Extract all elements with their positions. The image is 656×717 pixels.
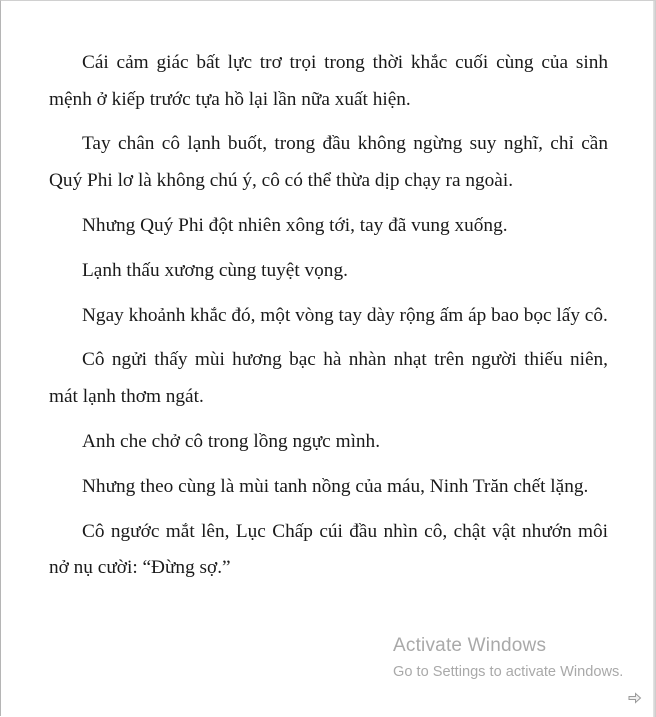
activate-windows-watermark: [393, 633, 623, 683]
paragraph: Cái cảm giác bất lực trơ trọi trong thời khắc cuối cùng của sinh mệnh ở kiếp trước tựa hồ lại lần nữa xuất hiện.: [49, 52, 608, 110]
arrow-right-icon: [628, 692, 642, 704]
paragraph: Ngay khoảnh khắc đó, một vòng tay dày rộng ấm áp bao bọc lấy cô.: [82, 304, 608, 326]
paragraph: Lạnh thấu xương cùng tuyệt vọng.: [82, 259, 348, 281]
paragraph: Anh che chở cô trong lồng ngực mình.: [82, 430, 381, 452]
paragraph: Nhưng theo cùng là mùi tanh nồng của máu, Ninh Trăn chết lặng.: [82, 475, 589, 497]
document-body: [49, 45, 608, 595]
paragraph: Nhưng Quý Phi đột nhiên xông tới, tay đã vung xuống.: [82, 214, 508, 236]
paragraph: Cô ngửi thấy mùi hương bạc hà nhàn nhạt trên người thiếu niên, mát lạnh thơm ngát.: [49, 349, 608, 407]
watermark-title: Activate Windows: [393, 635, 547, 656]
paragraph: Cô ngước mắt lên, Lục Chấp cúi đầu nhìn cô, chật vật nhướn môi nở nụ cười: “Đừng sợ.”: [49, 520, 608, 579]
watermark-subtitle: Go to Settings to activate Windows.: [393, 664, 624, 680]
paragraph: Tay chân cô lạnh buốt, trong đầu không ngừng suy nghĩ, chỉ cần Quý Phi lơ là không chú ý, cô có thể thừa dịp chạy ra ngoài.: [49, 133, 608, 191]
